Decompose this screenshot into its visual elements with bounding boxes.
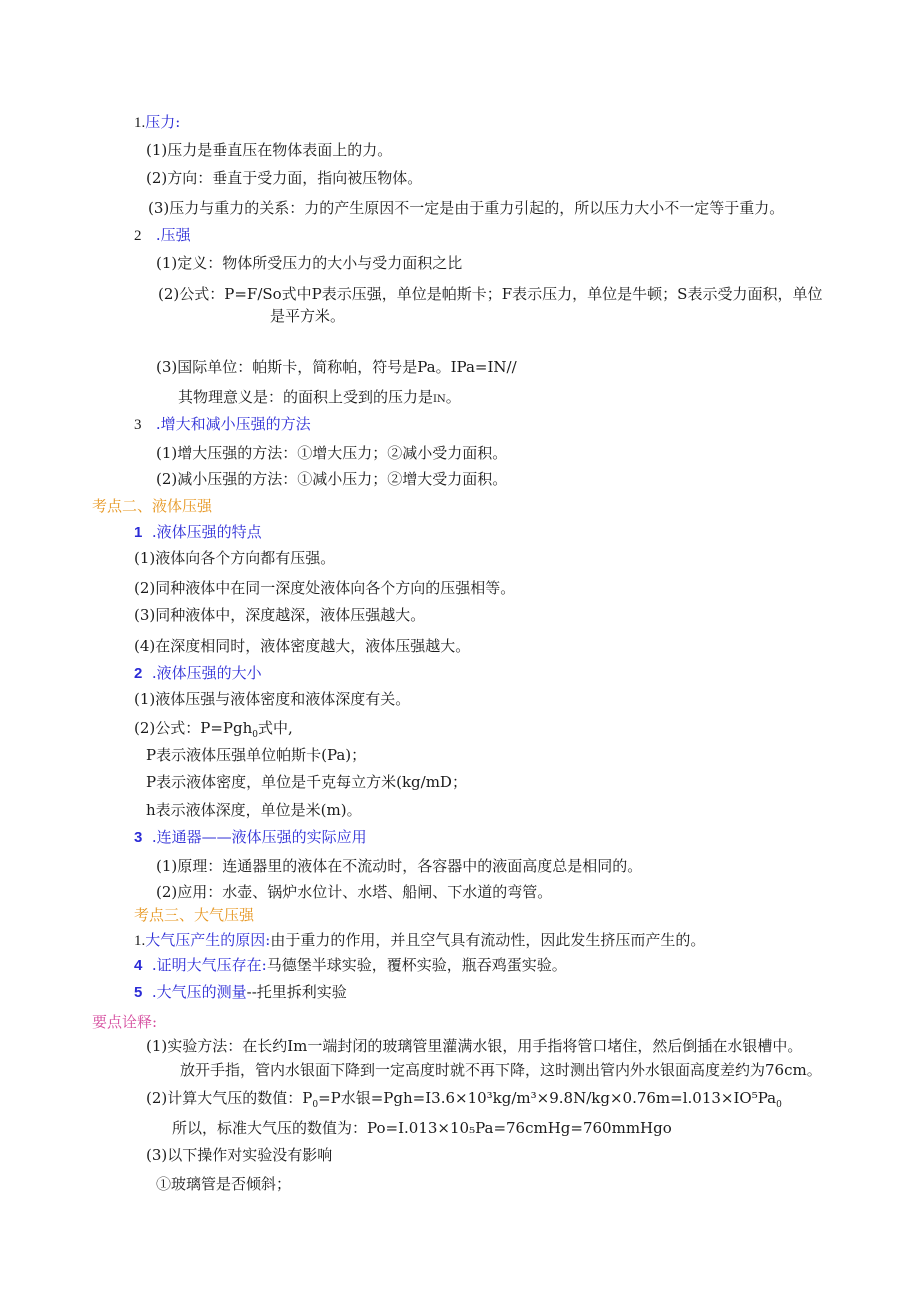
- item-title: 大气压产生的原因:: [145, 931, 271, 949]
- item-1-heading: [134, 112, 180, 133]
- item-number: 5: [134, 984, 143, 1001]
- item-text: 马德堡半球实验，覆杯实验，瓶吞鸡蛋实验。: [266, 956, 567, 974]
- item-text: --托里拆利实验: [246, 983, 347, 1001]
- item-4-line: [134, 955, 567, 976]
- text-line: 是平方米。: [270, 307, 346, 325]
- text-line: [178, 387, 461, 410]
- text-line: (1)液体向各个方向都有压强。: [134, 549, 336, 567]
- unit-small: IN: [433, 394, 446, 405]
- text-line: (2)方向：垂直于受力面，指向被压物体。: [146, 169, 423, 187]
- text-span: (2)公式：P=Pgh: [134, 719, 253, 737]
- item-2-heading: [134, 663, 262, 684]
- item-3-heading: [134, 414, 311, 435]
- item-1-heading: [134, 522, 262, 543]
- item-title: .证明大气压存在:: [151, 956, 267, 974]
- text-line: (2)减小压强的方法：①减小压力；②增大受力面积。: [156, 470, 508, 488]
- text-line: 所以，标准大气压的数值为：Po=I.013×10₅Pa=76cmHg=760mmHgo: [172, 1119, 672, 1137]
- text-span: (2)计算大气压的数值：P: [146, 1089, 313, 1107]
- text-span: 其物理意义是：的面积上受到的压力是: [178, 388, 434, 406]
- item-number: 1.: [134, 933, 146, 949]
- text-line: (3)同种液体中，深度越深，液体压强越大。: [134, 606, 426, 624]
- item-title: .液体压强的大小: [151, 664, 262, 682]
- text-line: [134, 718, 293, 745]
- item-number: 3: [134, 829, 143, 846]
- text-line: P表示液体压强单位帕斯卡(Pa)；: [146, 746, 367, 764]
- text-line: P表示液体密度，单位是千克每立方米(kg/mD；: [146, 773, 467, 791]
- item-title: .增大和减小压强的方法: [155, 415, 311, 433]
- item-title: .连通器——液体压强的实际应用: [151, 828, 367, 846]
- item-2-heading: [134, 225, 191, 246]
- text-line: (1)原理：连通器里的液体在不流动时，各容器中的液面高度总是相同的。: [156, 857, 643, 875]
- text-line: (2)同种液体中在同一深度处液体向各个方向的压强相等。: [134, 579, 516, 597]
- section-heading: 考点三、大气压强: [134, 906, 255, 924]
- text-span: 。: [445, 388, 461, 406]
- subscript: 0: [776, 1100, 782, 1110]
- item-title: 压力:: [145, 113, 181, 131]
- text-line: [146, 1088, 782, 1115]
- text-line: (1)液体压强与液体密度和液体深度有关。: [134, 690, 411, 708]
- text-line: (3)以下操作对实验没有影响: [146, 1146, 333, 1164]
- item-number: 3: [134, 417, 142, 433]
- text-line: (2)公式：P=F/So式中P表示压强，单位是帕斯卡；F表示压力，单位是牛顿；S表示受力面积，单位: [158, 285, 823, 303]
- item-title: .压强: [155, 226, 191, 244]
- item-number: 1: [134, 524, 143, 541]
- text-line: (1)压力是垂直压在物体表面上的力。: [146, 141, 393, 159]
- notes-heading: 要点诠释:: [92, 1013, 158, 1031]
- item-3-heading: [134, 827, 367, 848]
- item-number: 1.: [134, 115, 146, 131]
- text-line: h表示液体深度，单位是米(m)。: [146, 801, 362, 819]
- text-line: (4)在深度相同时，液体密度越大，液体压强越大。: [134, 637, 471, 655]
- item-number: 2: [134, 665, 143, 682]
- item-1-line: [134, 930, 705, 951]
- item-number: 2: [134, 228, 142, 244]
- item-title: .液体压强的特点: [151, 523, 262, 541]
- item-title: .大气压的测量: [151, 983, 247, 1001]
- section-heading: 考点二、液体压强: [92, 497, 213, 515]
- subscript: 0: [252, 730, 258, 740]
- text-line: 放开手指，管内水银面下降到一定高度时就不再下降，这时测出管内外水银面高度差约为76cm。: [180, 1061, 822, 1079]
- item-5-line: [134, 982, 347, 1003]
- text-span: 式中,: [258, 719, 293, 737]
- subscript: 0: [312, 1100, 319, 1110]
- text-line: (1)增大压强的方法：①增大压力；②减小受力面积。: [156, 444, 508, 462]
- text-line: ①玻璃管是否倾斜；: [156, 1175, 292, 1193]
- text-line: (3)国际单位：帕斯卡，简称帕，符号是Pa。IPa=IN//: [156, 358, 517, 376]
- text-line: (3)压力与重力的关系：力的产生原因不一定是由于重力引起的，所以压力大小不一定等于重力。: [148, 199, 785, 217]
- item-number: 4: [134, 957, 143, 974]
- text-span: =P水银=Pgh=I3.6×10³kg/m³×9.8N/kg×0.76m=l.013×IO⁵Pa: [318, 1089, 777, 1107]
- item-text: 由于重力的作用，并且空气具有流动性，因此发生挤压而产生的。: [270, 931, 706, 949]
- text-line: (1)定义：物体所受压力的大小与受力面积之比: [156, 254, 463, 272]
- text-line: (1)实验方法：在长约Im一端封闭的玻璃管里灌满水银，用手指将管口堵住，然后倒插在水银槽中。: [146, 1037, 803, 1055]
- text-line: (2)应用：水壶、锅炉水位计、水塔、船闸、下水道的弯管。: [156, 883, 553, 901]
